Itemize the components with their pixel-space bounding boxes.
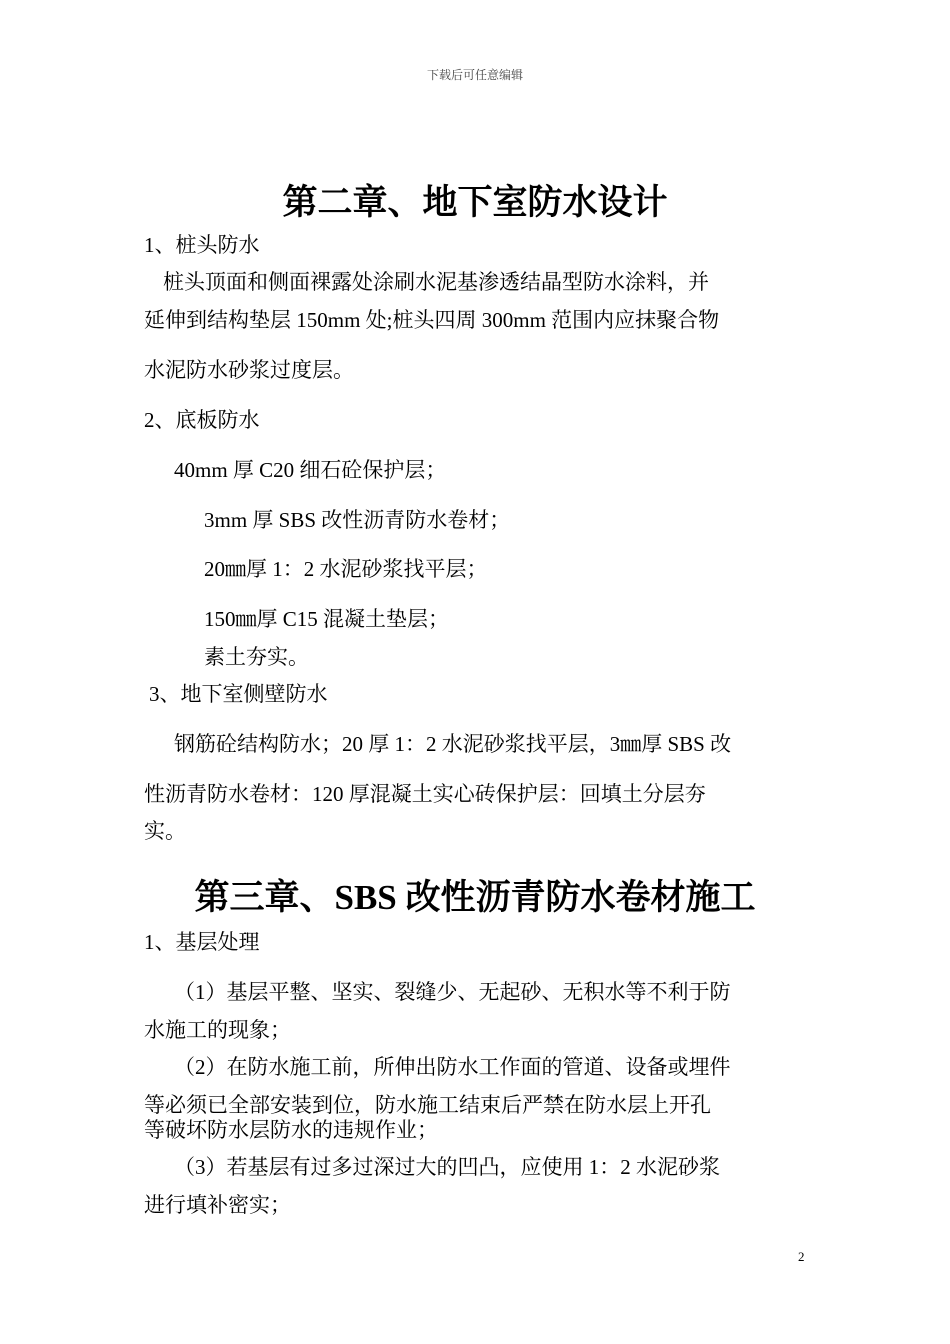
paragraph-line: 等必须已全部安装到位，防水施工结束后严禁在防水层上开孔: [144, 1093, 711, 1117]
layer-item: 素土夯实。: [204, 645, 309, 669]
page-header: 下载后可任意编辑: [426, 68, 523, 82]
layer-item: 40mm 厚 C20 细石砼保护层；: [174, 458, 447, 482]
layer-item: 3mm 厚 SBS 改性沥青防水卷材；: [204, 508, 511, 532]
paragraph-line: 延伸到结构垫层 150mm 处;桩头四周 300mm 范围内应抹聚合物: [144, 308, 720, 332]
paragraph-line: 钢筋砼结构防水；20 厚 1：2 水泥砂浆找平层，3㎜厚 SBS 改: [174, 732, 732, 756]
paragraph-line: 进行填补密实；: [144, 1193, 291, 1217]
page-number: 2: [798, 1249, 805, 1264]
paragraph-line: 等破坏防水层防水的违规作业；: [144, 1118, 438, 1142]
paragraph-line: （3）若基层有过多过深过大的凹凸，应使用 1：2 水泥砂浆: [174, 1155, 720, 1179]
section-2-heading: 2、底板防水: [144, 408, 260, 432]
paragraph-line: 水施工的现象；: [144, 1018, 291, 1042]
paragraph-line: （2）在防水施工前，所伸出防水工作面的管道、设备或埋件: [174, 1055, 731, 1079]
section-1-heading: 1、基层处理: [144, 930, 260, 954]
layer-item: 150㎜厚 C15 混凝土垫层；: [204, 607, 450, 631]
paragraph-line: 性沥青防水卷材：120 厚混凝土实心砖保护层：回填土分层夯: [144, 782, 706, 806]
section-3-heading: 3、地下室侧壁防水: [149, 682, 328, 706]
paragraph-line: 水泥防水砂浆过度层。: [144, 358, 354, 382]
chapter-2-title: 第二章、地下室防水设计: [282, 183, 668, 222]
layer-item: 20㎜厚 1：2 水泥砂浆找平层；: [204, 557, 488, 581]
paragraph-line: （1）基层平整、坚实、裂缝少、无起砂、无积水等不利于防: [174, 980, 731, 1004]
paragraph-line: 实。: [144, 819, 186, 843]
chapter-3-title: 第三章、SBS 改性沥青防水卷材施工: [194, 878, 756, 917]
section-1-heading: 1、桩头防水: [144, 233, 260, 257]
paragraph-line: 桩头顶面和侧面裸露处涂刷水泥基渗透结晶型防水涂料，并: [163, 270, 709, 294]
